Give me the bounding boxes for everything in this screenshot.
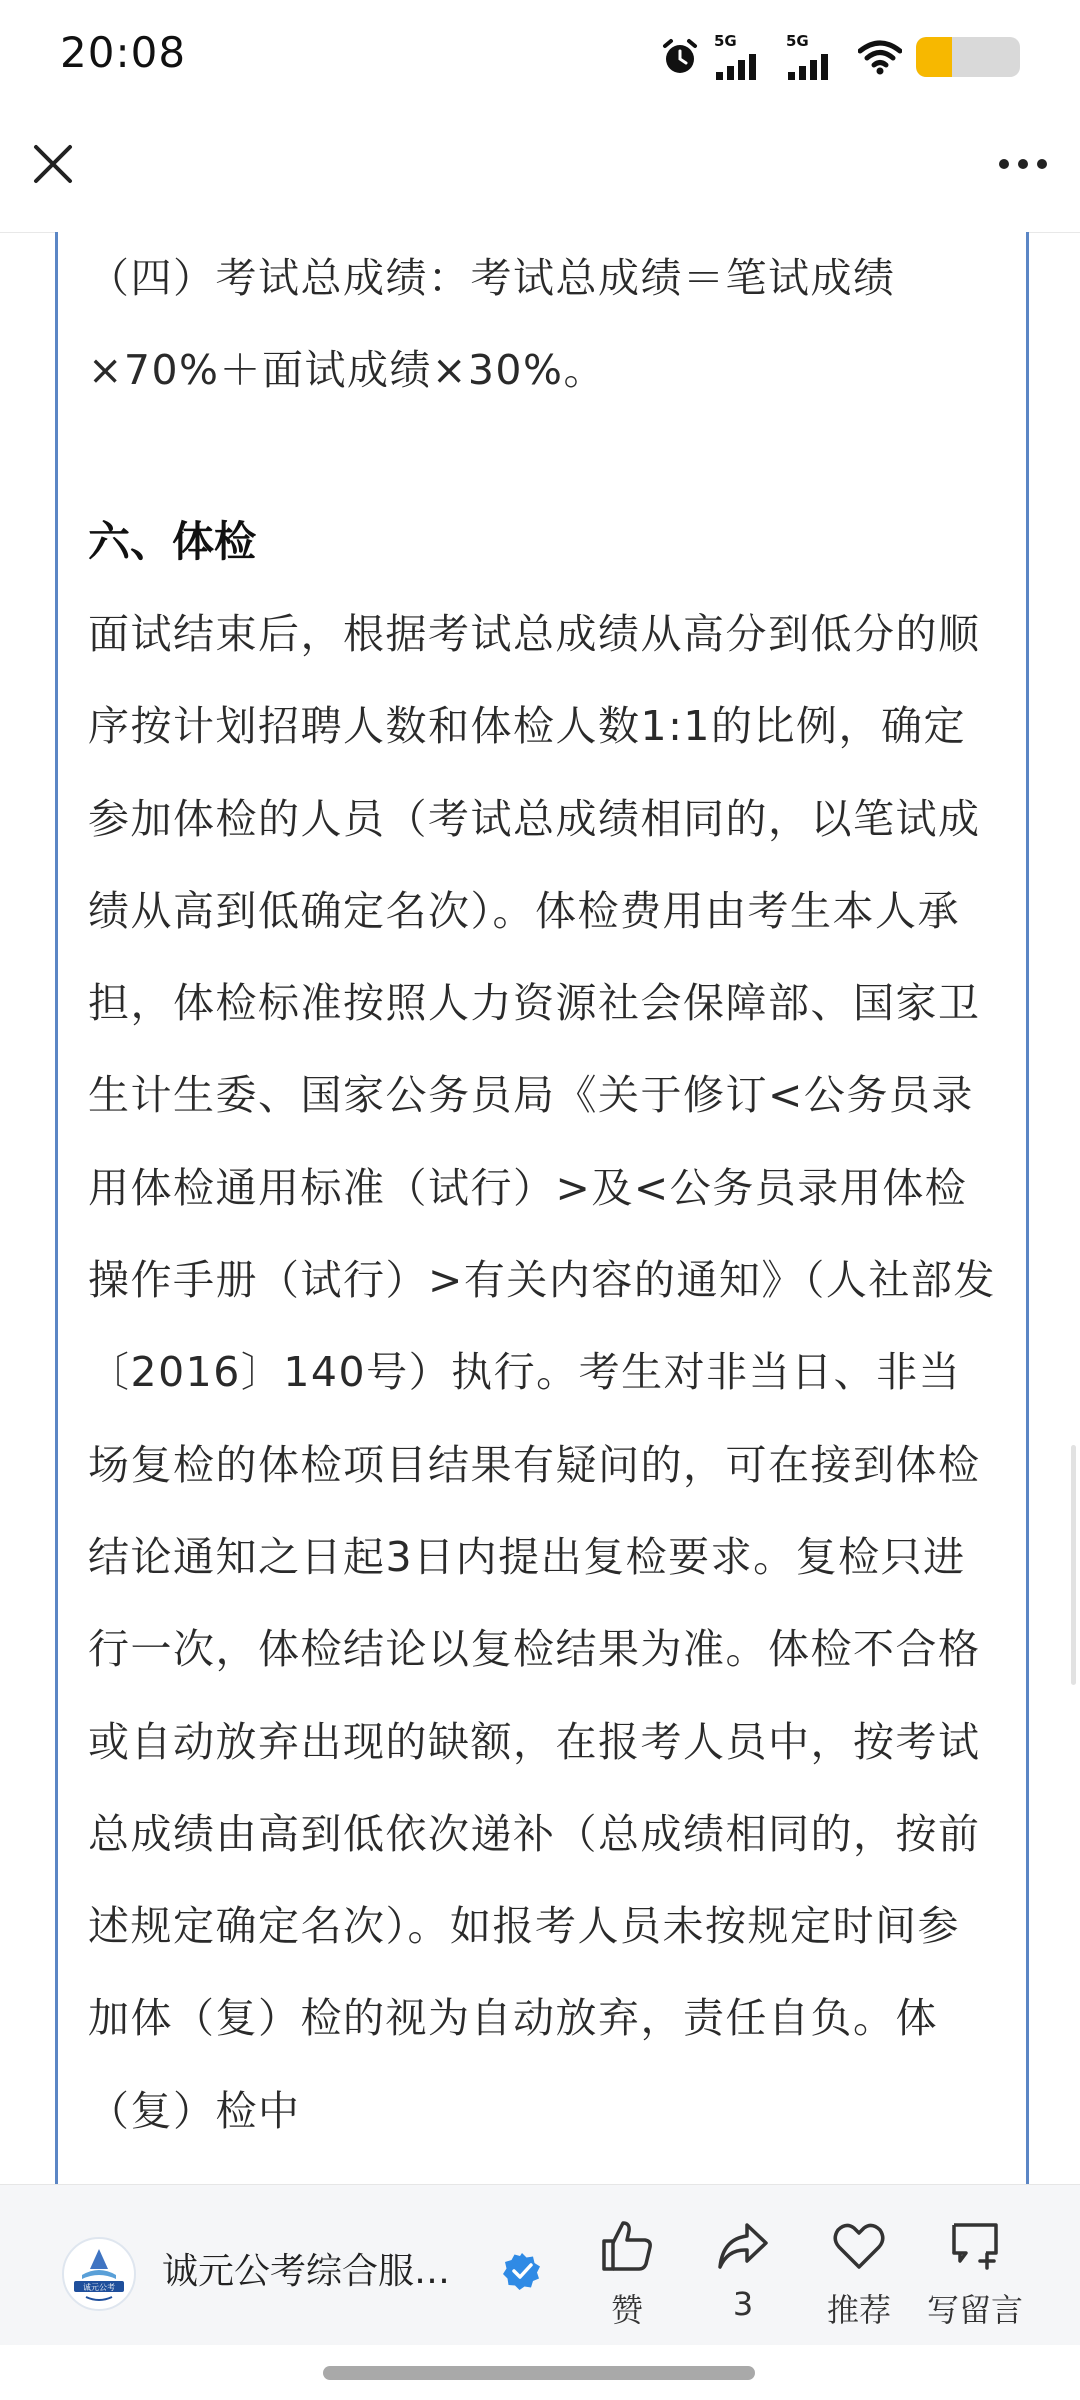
bottom-action-bar [0,2184,1080,2345]
share-count: 3 [732,2285,754,2323]
account-logo[interactable] [62,2237,136,2311]
recommend-label: 推荐 [826,2291,891,2329]
signal-5g-1 [714,34,772,80]
article-body[interactable] [55,232,1029,2184]
physical-exam-paragraph: 面试结束后，根据考试总成绩从高分到低分的顺序按计划招聘人数和体检人数1:1的比例，确定参加体检的人员（考试总成绩相同的，以笔试成绩从高到低确定名次）。体检费用由考生本人承担，体检标准按照人力资源社会保障部、国家卫生计生委、国家公务员局《关于修订<公务员录用体检通用标准（试行）>及<公务员录用体检操作手册（试行）>有关内容的通知》（人社部发〔2016〕140号）执行。考生对非当日、非当场复检的体检项目结果有疑问的，可在接到体检结论通知之日起3日内提出复检要求。复检只进行一次，体检结论以复检结果为准。体检不合格或自动放弃出现的缺额，在报考人员中，按考试总成绩由高到低依次递补（总成绩相同的，按前述规定确定名次）。如报考人员未按规定时间参加体（复）检的视为自动放弃，责任自负。体（复）检中 [88,610,996,2135]
write-comment-label: 写留言 [926,2291,1023,2329]
top-bar [0,115,1080,233]
signal-bars-icon [788,52,840,80]
scroll-indicator[interactable] [1071,1445,1076,1685]
account-name[interactable]: 诚元公考综合服… [162,2251,451,2292]
comment-add-icon [946,2217,1004,2275]
heart-icon [830,2217,888,2275]
write-comment-button[interactable] [920,2217,1030,2331]
network-type-2: 5G [786,32,809,50]
status-time: 20:08 [60,28,187,77]
network-type-1: 5G [714,32,737,50]
share-button[interactable] [688,2217,798,2323]
close-button[interactable] [22,133,84,195]
more-dot-icon [999,159,1009,169]
more-options-button[interactable] [988,133,1058,195]
home-indicator[interactable] [323,2366,755,2380]
like-button[interactable] [572,2217,682,2331]
wifi-icon [858,39,902,75]
verified-badge-icon [502,2251,542,2291]
recommend-button[interactable] [804,2217,914,2331]
close-icon [33,144,73,184]
signal-5g-2 [786,34,844,80]
more-dot-icon [1018,159,1028,169]
thumbs-up-icon [598,2217,656,2275]
svg-text:诚元公考: 诚元公考 [83,2283,115,2292]
section-heading-physical-exam: 六、体检 [88,517,257,566]
status-bar [0,0,1080,115]
account-logo-image [64,2239,134,2309]
battery-indicator [916,37,1020,77]
share-icon [714,2217,772,2275]
exam-score-paragraph: （四）考试总成绩：考试总成绩＝笔试成绩×70%＋面试成绩×30%。 [88,254,896,395]
battery-level [916,37,952,77]
more-dot-icon [1037,159,1047,169]
like-label: 赞 [610,2291,643,2329]
status-icons [660,34,1020,80]
alarm-icon [660,37,700,77]
signal-bars-icon [716,52,768,80]
